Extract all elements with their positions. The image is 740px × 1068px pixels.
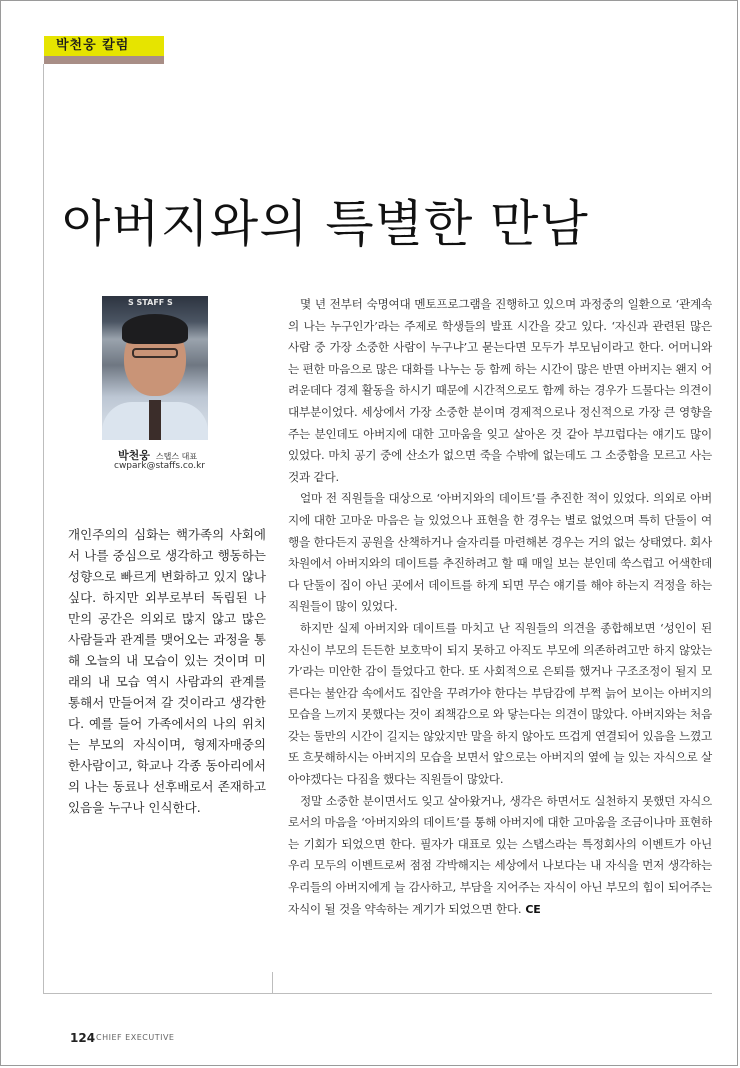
body-paragraph: 얼마 전 직원들을 대상으로 ‘아버지와의 데이트’를 추진한 적이 있었다. 의외로 아버지에 대한 고마운 마음은 늘 있었으나 표현을 한 경우는 별로 없었으며 특히 단둘이 여행을 한다든지 공원을 산책하거나 술자리를 마련해본 경우는 거의 없는 상태였다. 회사 차원에서 아버지와의 데이트를 추진하려고 할 때 매일 보는 분인데 쑥스럽고 어색한데다 단둘이 집이 아닌 곳에서 데이트를 하게 되면 무슨 얘기를 해야 하는지 걱정을 하는 직원들이 많이 있었다. xyxy=(288,491,712,614)
article-title: 아버지와의 특별한 만남 xyxy=(62,194,589,253)
body-paragraph: 하지만 실제 아버지와 데이트를 마치고 난 직원들의 의견을 종합해보면 ‘성인이 된 자신이 부모의 든든한 보호막이 되지 못하고 아직도 부모에 의존하려고만 하지 않았는가’라는 미안한 감이 들었다고 한다. 또 사회적으로 은퇴를 했거나 구조조정이 될지 모른다는 불안감 속에서도 집안을 꾸려가야 한다는 부담감에 부쩍 늙어 보이는 아버지의 모습을 느끼지 못했다는 것이 죄책감으로 와 닿는다는 의견이 많았다. 아버지와는 처음 갖는 둘만의 시간이 길지는 않았지만 말을 하지 않아도 뜨겁게 연결되어 있음을 느꼈고 또 흐뭇해하시는 아버지의 모습을 보면서 앞으로는 아버지의 옆에 늘 있는 자식으로 살아야겠다는 다짐을 했다는 직원들이 많았다. xyxy=(288,620,712,787)
column-divider-tick xyxy=(272,972,273,994)
author-role: 스탭스 대표 xyxy=(155,452,198,461)
column-label: 박천웅 칼럼 xyxy=(56,38,130,53)
photo-glasses xyxy=(132,348,178,358)
end-mark-icon: CE xyxy=(525,902,541,916)
article-body xyxy=(288,294,712,920)
author-email: cwpark@staffs.co.kr xyxy=(114,461,206,471)
body-paragraph: 몇 년 전부터 숙명여대 멘토프로그램을 진행하고 있으며 과정중의 일환으로 ‘관계속의 나는 누구인가’라는 주제로 학생들의 발표 시간을 갖고 있다. ‘자신과 관련된 많은 사람 중 가장 소중한 사람이 누구냐’고 묻는다면 모두가 부모님이라고 한다. 어머니와는 편한 마음으로 많은 대화를 나누는 등 함께 하는 시간이 많은 반면 아버지는 왠지 어려운데다 경제 활동을 하시기 때문에 시간적으로도 함께 하는 경우가 드물다는 의견이 대부분이었다. 세상에서 가장 소중한 분이며 경제적으로나 정신적으로 가장 큰 영향을 주는 분인데도 아버지에 대한 고마움을 잊고 살아온 것 같아 부끄럽다는 얘기도 많이 있었다. 마치 공기 중에 산소가 없으면 죽을 수밖에 없는데도 그 소중함을 모르고 사는 것과 같다. xyxy=(288,297,712,484)
bottom-rule xyxy=(43,993,712,994)
author-photo xyxy=(102,296,208,440)
photo-background-sign: S STAFF S xyxy=(128,298,173,307)
body-paragraph-text: 정말 소중한 분이면서도 잊고 살아왔거나, 생각은 하면서도 실천하지 못했던 자식으로서의 마음을 ‘아버지와의 데이트’를 통해 아버지에 대한 고마움을 조금이나마 표현하는 기회가 되었으면 한다. 필자가 대표로 있는 스탭스라는 특정회사의 이벤트가 아닌 우리 모두의 이벤트로써 점점 각박해지는 세상에서 나보다는 내 자식을 먼저 생각하는 우리들의 아버지에게 늘 감사하고, 부담을 지어주는 자식이 아닌 부모의 힘이 되어주는 자식이 될 것을 약속하는 계기가 되었으면 한다. xyxy=(288,793,712,916)
author-name: 박천웅 xyxy=(118,449,150,462)
photo-hair xyxy=(122,314,188,344)
header-underbar xyxy=(44,56,164,64)
left-rule xyxy=(43,64,44,994)
page-number: 124 xyxy=(70,1031,96,1045)
body-paragraph-last xyxy=(288,791,712,921)
photo-tie xyxy=(149,400,161,440)
magazine-name: CHIEF EXECUTIVE xyxy=(96,1033,175,1042)
sidebar-summary: 개인주의의 심화는 핵가족의 사회에서 나를 중심으로 생각하고 행동하는 성향으로 빠르게 변화하고 있지 않나 싶다. 하지만 외부로부터 독립된 나만의 공간은 의외로 많지 않고 많은 사람들과 관계를 맺어오는 과정을 통해 오늘의 내 모습이 있는 것이며 미래의 내 모습 역시 사람과의 관계를 통해서 만들어져 갈 것이라고 생각한다. 예를 들어 가족에서의 나의 위치는 부모의 자식이며, 형제자매중의 한사람이고, 학교나 각종 동아리에서의 나는 동료나 선후배로서 존재하고 있음을 누구나 인식한다. xyxy=(68,527,266,815)
